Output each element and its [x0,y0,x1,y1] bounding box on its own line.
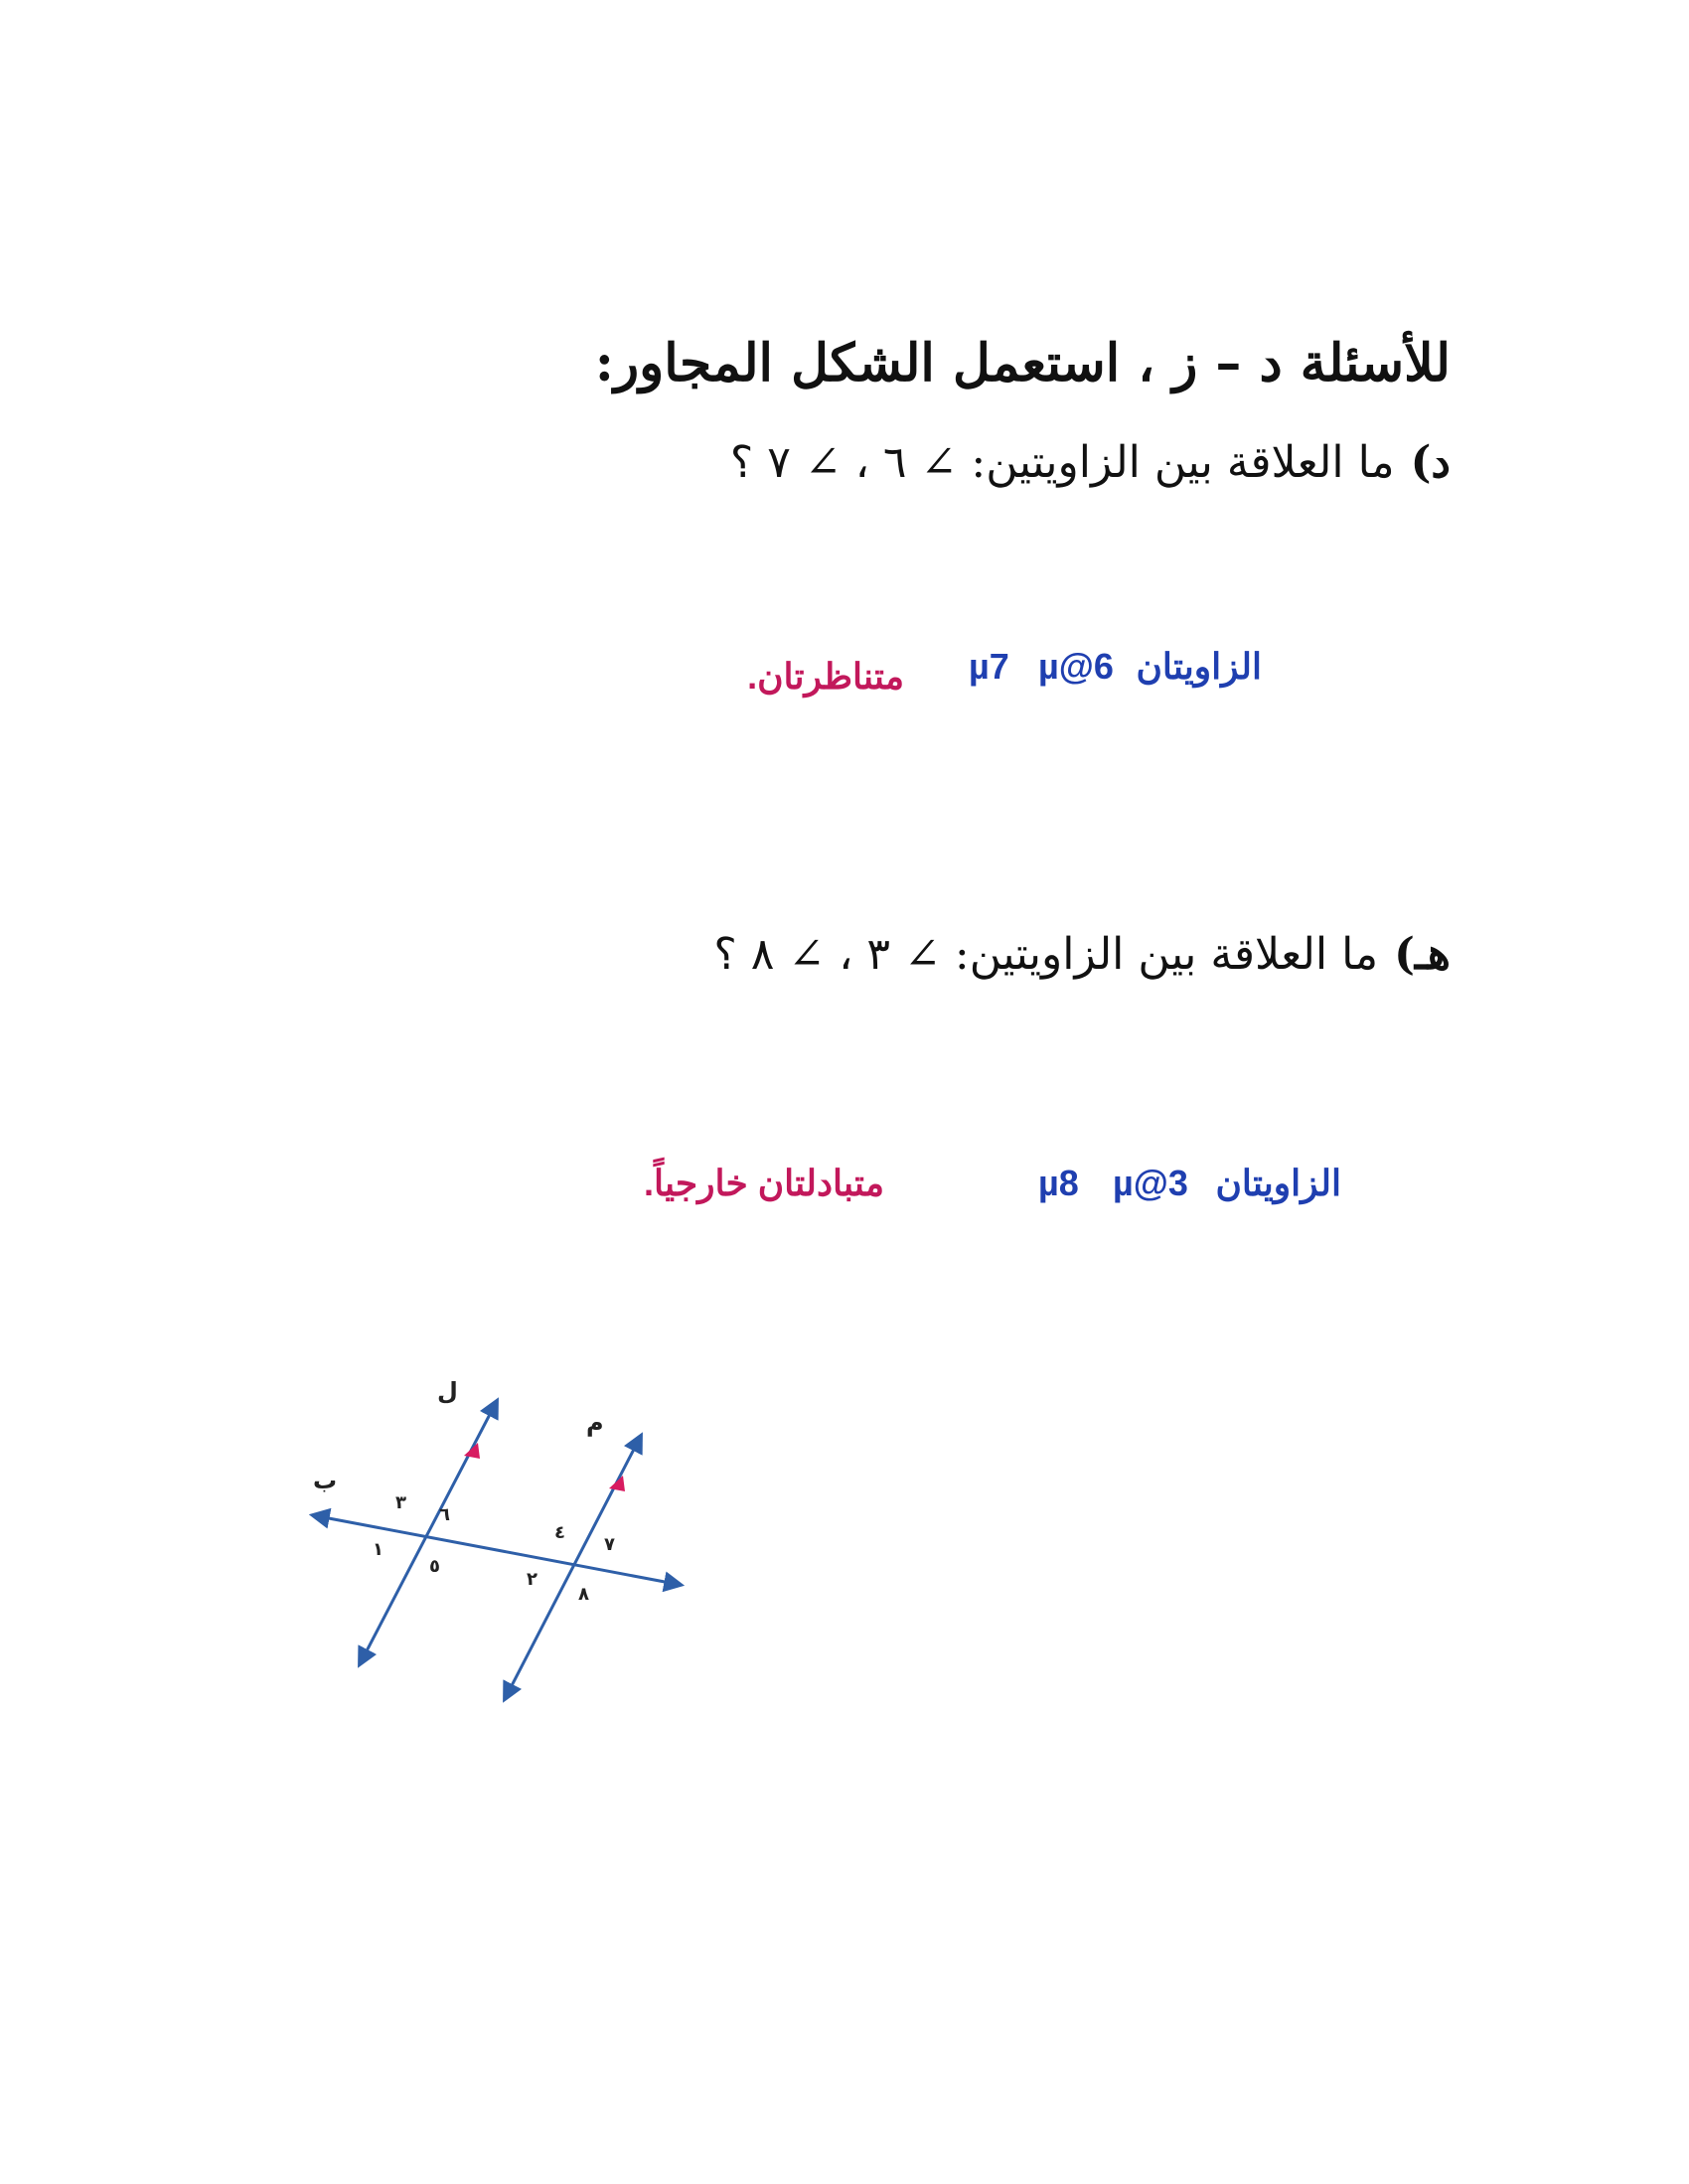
question-d-text: ما العلاقة بين الزاويتين: ∠ ٦ ، ∠ ٧ ؟ [729,437,1395,488]
parallel-marker-m [609,1476,625,1491]
label-line-b: ب [313,1467,338,1494]
angle-label-2: ٢ [527,1569,537,1590]
label-line-m: م [586,1409,604,1437]
answer-d-angle-a: µ@6 [1038,646,1114,687]
answer-h-angle-b: µ8 [1038,1163,1079,1203]
parallel-lines-figure [298,1371,715,1739]
question-d [730,437,1451,488]
line-m [505,1436,641,1699]
angle-label-8: ٨ [578,1584,589,1605]
angle-label-1: ١ [373,1539,384,1560]
instructions-heading: للأسئلة د – ز ، استعمل الشكل المجاور: [594,333,1451,393]
answer-h-label: الزاويتان [1215,1163,1341,1203]
angle-label-6: ٦ [439,1504,450,1525]
angle-label-4: ٤ [554,1522,565,1543]
angle-label-3: ٣ [395,1492,406,1513]
angle-label-5: ٥ [429,1556,440,1577]
answer-h-angle-a: µ@3 [1113,1163,1188,1203]
line-l [360,1401,497,1664]
angle-label-7: ٧ [604,1534,615,1555]
answer-h-term: متبادلتان خارجياً. [644,1163,884,1203]
question-h [713,929,1451,980]
transversal-line [313,1515,681,1585]
question-h-marker: هـ) [1394,929,1451,980]
answer-d-term: متناظرتان. [747,656,904,697]
answer-d-angle-b: µ7 [969,646,1009,687]
label-line-l: ل [437,1377,458,1405]
answer-d-label: الزاويتان [1136,646,1262,687]
question-h-text: ما العلاقة بين الزاويتين: ∠ ٣ ، ∠ ٨ ؟ [713,929,1379,980]
question-d-marker: د) [1410,437,1451,488]
